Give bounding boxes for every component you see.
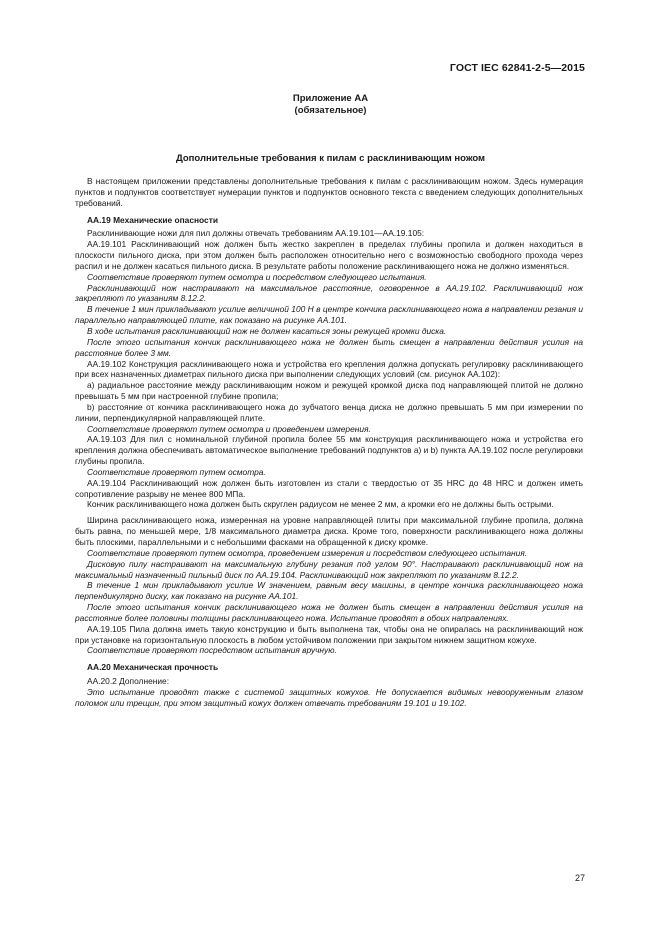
appendix-title [0, 93, 661, 117]
list-item: а) радиальное расстояние между расклинивающим ножом и режущей кромкой диска под направляющей плитой не должно превышать 5 мм при настроенной глубине пропила; [75, 380, 583, 402]
paragraph: В ходе испытания расклинивающий нож не должен касаться зоны режущей кромки диска. [87, 325, 447, 336]
paragraph: Расклинивающие ножи для пил должны отвечать требованиям АА.19.101—АА.19.105: [87, 228, 425, 239]
page-number: 27 [574, 873, 585, 883]
paragraph: АА.20.2 Дополнение: [87, 676, 170, 687]
compliance-paragraph: Соответствие проверяют посредством испытания вручную. [87, 645, 337, 656]
paragraph: АА.19.105 Пила должна иметь такую конструкцию и быть выполнена так, чтобы она не опиралась на расклинивающий нож при установке на горизонтальную плоскость в любом устойчивом положении при закрытом нижнем защитном кожухе. [75, 623, 583, 645]
document-body [75, 176, 583, 709]
paragraph: АА.19.104 Расклинивающий нож должен быть изготовлен из стали с твердостью от 35 HRC до 48 HRC и должен иметь сопротивление разрыву не менее 800 МПа. [75, 477, 583, 499]
paragraph: После этого испытания кончик расклинивающего ножа не должен быть смещен в направлении действия усилия на расстояние более половины толщины расклинивающего ножа. Испытание проводят в обоих направлениях. [75, 602, 583, 623]
section-heading-aa19: АА.19 Механические опасности [87, 214, 218, 225]
document-code: ГОСТ IEC 62841-2-5—2015 [449, 62, 585, 74]
paragraph: В течение 1 мин прикладывают усилие величиной 100 Н в центре кончика расклинивающего ножа в направлении резания и параллельно направляющей плите, как показано на рисунке АА.101. [75, 304, 583, 326]
compliance-paragraph: Соответствие проверяют путем осмотра и проведением измерения. [87, 423, 371, 434]
section-heading-aa20: АА.20 Механическая прочность [87, 662, 219, 673]
paragraph: Дисковую пилу настраивают на максимальную глубину резания под углом 90°. Настраивают расклинивающий нож на максимальный назначенный пильный диск по АА.19.104. Расклинивающий нож закрепляют по указаниям 8.12.2. [75, 558, 583, 580]
paragraph: АА.19.103 Для пил с номинальной глубиной пропила более 55 мм конструкция расклинивающего ножа и устройства его крепления должна обеспечивать автоматическое выполнение требований подпунктов а) и b) пункта АА.19.102 после регулировки глубины пропила. [75, 434, 583, 467]
paragraph: АА.19.101 Расклинивающий нож должен быть жестко закреплен в пределах глубины пропила и должен находиться в плоскости пильного диска, при этом должен быть расположен относительно него с возможностью свободного прохода через распил и не должен касаться пильного диска. В результате работы положение расклинивающего ножа не должно изменяться. [75, 239, 583, 271]
intro-paragraph: В настоящем приложении представлены дополнительные требования к пилам с расклинивающим ножом. Здесь нумерация пунктов и подпунктов соответствует нумерации пунктов и подпунктов основного текста с введением следующих дополнительных требований. [75, 176, 583, 208]
paragraph: После этого испытания кончик расклинивающего ножа не должен быть смещен в направлении действия усилия на расстояние более 3 мм. [75, 336, 583, 358]
paragraph: Ширина расклинивающего ножа, измеренная на уровне направляющей плиты при максимальной глубине пропила, должна быть равна, по меньшей мере, 1/8 максимального диаметра диска. Кроме того, поверхности расклинивающего ножа должны быть плоскими, параллельными и с небольшими фасками на обращенной к диску кромке. [75, 515, 583, 547]
appendix-status: (обязательное) [294, 105, 367, 116]
section-title: Дополнительные требования к пилам с расклинивающим ножом [175, 153, 486, 164]
list-item: b) расстояние от кончика расклинивающего ножа до зубчатого венца диска не должно превышать 5 мм при измерении по линии, перпендикулярной направляющей плите. [75, 401, 583, 423]
paragraph: Расклинивающий нож настраивают на максимальное расстояние, оговоренное в АА.19.102. Расклинивающий нож закрепляют по указаниям 8.12.2. [75, 282, 583, 304]
paragraph: АА.19.102 Конструкция расклинивающего ножа и устройства его крепления должна допускать регулировку расклинивающего при всех назначенных диаметрах пильного диска при выполнении следующих условий (см. рисунок АА.102): [75, 358, 583, 380]
paragraph: Это испытание проводят также с системой защитных кожухов. Не допускается видимых невооруженным глазом поломок или трещин, при этом защитный кожух должен отвечать требованиям 19.101 и 19.102. [75, 686, 583, 708]
compliance-paragraph: Соответствие проверяют путем осмотра. [87, 466, 266, 477]
paragraph: В течение 1 мин прикладывают усилие W значением, равным весу машины, в центре кончика расклинивающего ножа перпендикулярно диску, как показано на рисунке АА.101. [75, 580, 583, 602]
compliance-paragraph: Соответствие проверяют путем осмотра и посредством следующего испытания. [87, 271, 427, 282]
appendix-name: Приложение АА [292, 93, 369, 104]
compliance-paragraph: Соответствие проверяют путем осмотра, проведением измерения и посредством следующего испытания. [87, 547, 528, 558]
paragraph: Кончик расклинивающего ножа должен быть скруглен радиусом не менее 2 мм, а кромки его не должны быть острыми. [87, 499, 554, 510]
